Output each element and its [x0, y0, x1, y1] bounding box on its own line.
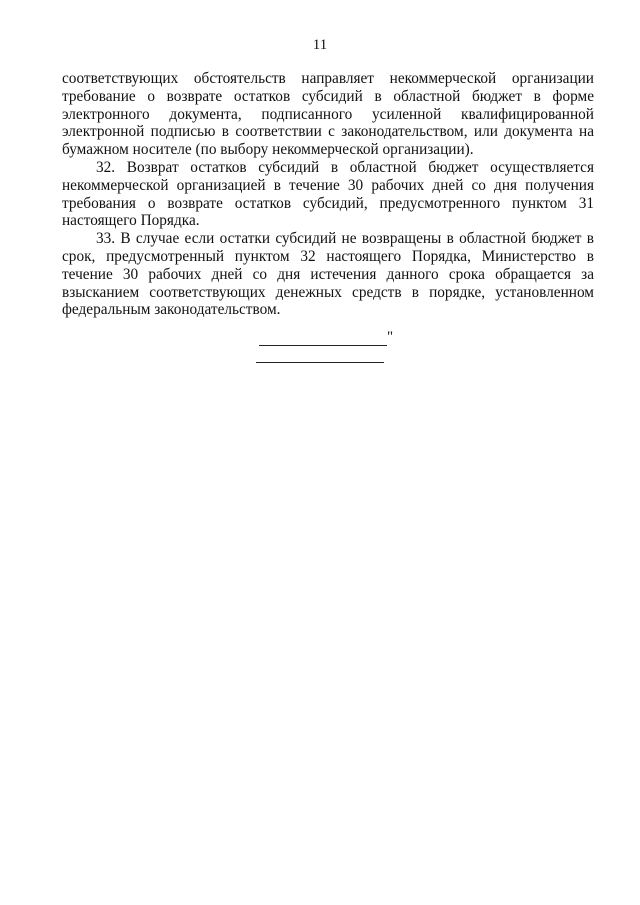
page-number: 11 [312, 37, 328, 53]
document-body [62, 70, 594, 319]
closing-quote: " [387, 329, 394, 345]
paragraph-item-32: 32. Возврат остатков субсидий в областной бюджет осуществляется некоммерческой организацией в течение 30 рабочих дней со дня получения требования о возврате остатков субсидий, предусмотренного пунктом 31 настоящего Порядка. [62, 158, 594, 230]
end-rule-bottom [256, 362, 384, 363]
end-rule-top [259, 345, 387, 346]
paragraph-continuation: соответствующих обстоятельств направляет некоммерческой организации требование о возврате остатков субсидий в областной бюджет в форме электронного документа, подписанного усиленной квалифицированной электронной подписью в соответствии с законодательством, или документа на бумажном носителе (по выбору некоммерческой организации). [62, 70, 594, 159]
paragraph-item-33: 33. В случае если остатки субсидий не возвращены в областной бюджет в срок, предусмотренный пунктом 32 настоящего Порядка, Министерство в течение 30 рабочих дней со дня истечения данного срока обращается за взысканием соответствующих денежных средств в порядке, установленном федеральным законодательством. [62, 230, 594, 319]
